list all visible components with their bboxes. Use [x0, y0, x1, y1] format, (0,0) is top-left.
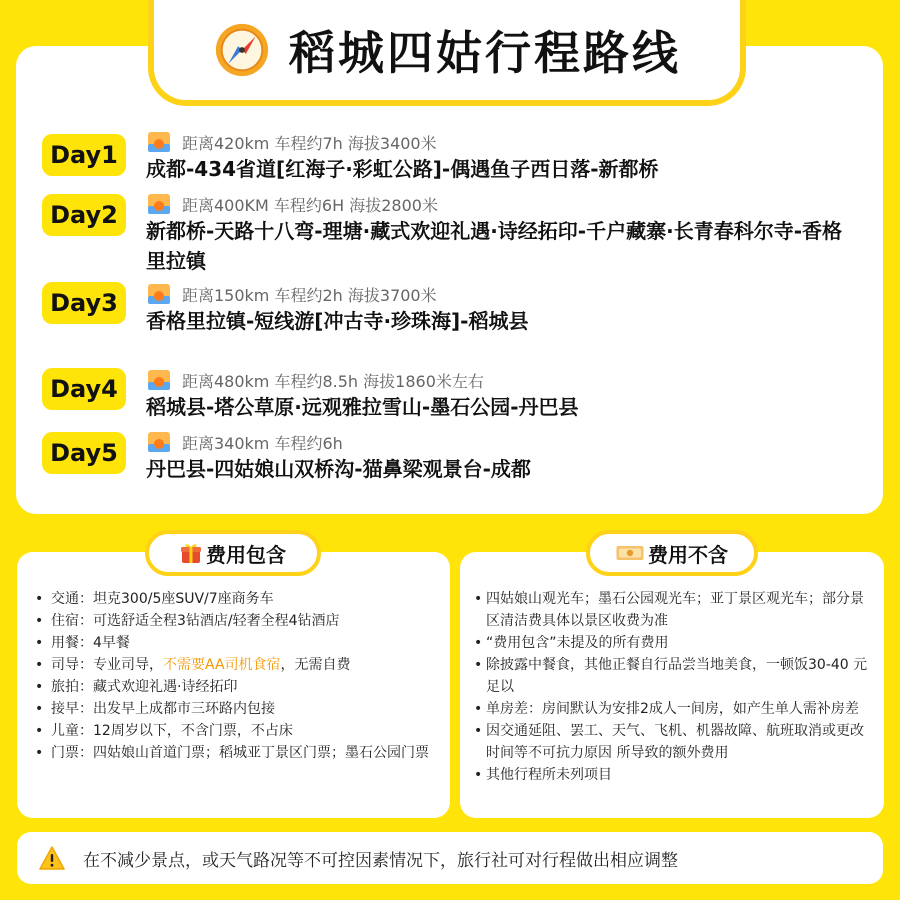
included-card [17, 552, 450, 818]
day-badge: Day1 [42, 134, 126, 176]
notice-text: 在不减少景点，或天气路况等不可控因素情况下，旅行社可对行程做出相应调整 [83, 850, 678, 871]
day-meta [148, 130, 437, 154]
day-meta [148, 368, 484, 392]
included-title: 费用包含 [206, 542, 286, 567]
day-badge: Day2 [42, 194, 126, 236]
highlight-text: 不需要AA司机食宿 [163, 657, 281, 673]
list-item: • 交通：坦克300/5座SUV/7座商务车 [33, 588, 440, 610]
day-meta-text: 距离480km 车程约8.5h 海拔1860米左右 [182, 371, 484, 391]
day-meta-text: 距离340km 车程约6h [182, 433, 343, 453]
sunrise-icon [148, 194, 170, 214]
sunrise-icon [148, 370, 170, 390]
day-meta-text: 距离150km 车程约2h 海拔3700米 [182, 285, 437, 305]
day-badge: Day5 [42, 432, 126, 474]
list-item: • 因交通延阻、罢工、天气、飞机、机器故障、航班取消或更改时间等不可抗力原因 所导致的额外费用 [472, 720, 870, 764]
list-item: • 门票：四姑娘山首道门票；稻城亚丁景区门票；墨石公园门票 [33, 742, 440, 764]
list-item [33, 654, 440, 676]
included-list [33, 588, 440, 764]
sunrise-icon [148, 284, 170, 304]
day-route: 丹巴县-四姑娘山双桥沟-猫鼻梁观景台-成都 [146, 457, 531, 481]
list-item: • “费用包含”未提及的所有费用 [472, 632, 870, 654]
day-meta [148, 430, 343, 454]
sunrise-icon [148, 132, 170, 152]
itinerary-card [16, 46, 883, 514]
list-item: • 其他行程所未列项目 [472, 764, 870, 786]
list-item: • 除披露中餐食，其他正餐自行品尝当地美食，一顿饭30-40 元足以 [472, 654, 870, 698]
day-route: 稻城县-塔公草原·远观雅拉雪山-墨石公园-丹巴县 [146, 395, 579, 419]
day-meta-text: 距离400KM 车程约6H 海拔2800米 [182, 195, 438, 215]
title-banner [148, 0, 746, 106]
included-heading [145, 530, 321, 576]
excluded-heading [586, 530, 758, 576]
compass-icon [213, 21, 271, 79]
excluded-title: 费用不含 [648, 542, 728, 567]
day-route: 香格里拉镇-短线游[冲古寺·珍珠海]-稻城县 [146, 309, 529, 333]
day-route: 成都-434省道[红海子·彩虹公路]-偶遇鱼子西日落-新都桥 [146, 157, 659, 181]
list-item: • 四姑娘山观光车；墨石公园观光车；亚丁景区观光车；部分景区清洁费具体以景区收费为准 [472, 588, 870, 632]
day-route: 新都桥-天路十八弯-理塘·藏式欢迎礼遇·诗经拓印-千户藏寨·长青春科尔寺-香格里拉镇 [146, 219, 842, 273]
list-item-text: 司导：专业司导， [51, 657, 163, 673]
day-meta [148, 282, 437, 306]
day-badge: Day4 [42, 368, 126, 410]
day-meta-text: 距离420km 车程约7h 海拔3400米 [182, 133, 437, 153]
excluded-card [460, 552, 884, 818]
list-item-text: ，无需自费 [280, 657, 351, 673]
warning-icon [39, 846, 65, 870]
day-meta [148, 192, 438, 216]
sunrise-icon [148, 432, 170, 452]
notice-bar [17, 832, 883, 884]
list-item: • 单房差：房间默认为安排2成人一间房，如产生单人需补房差 [472, 698, 870, 720]
page-title: 稻城四姑行程路线 [289, 26, 681, 80]
cash-icon [616, 544, 644, 562]
list-item: • 住宿：可选舒适全程3钻酒店/轻奢全程4钻酒店 [33, 610, 440, 632]
gift-icon [180, 542, 202, 564]
list-item: • 儿童：12周岁以下，不含门票，不占床 [33, 720, 440, 742]
list-item: • 接早：出发早上成都市三环路内包接 [33, 698, 440, 720]
list-item: • 旅拍：藏式欢迎礼遇·诗经拓印 [33, 676, 440, 698]
day-badge: Day3 [42, 282, 126, 324]
excluded-list [472, 588, 870, 786]
list-item: • 用餐：4早餐 [33, 632, 440, 654]
